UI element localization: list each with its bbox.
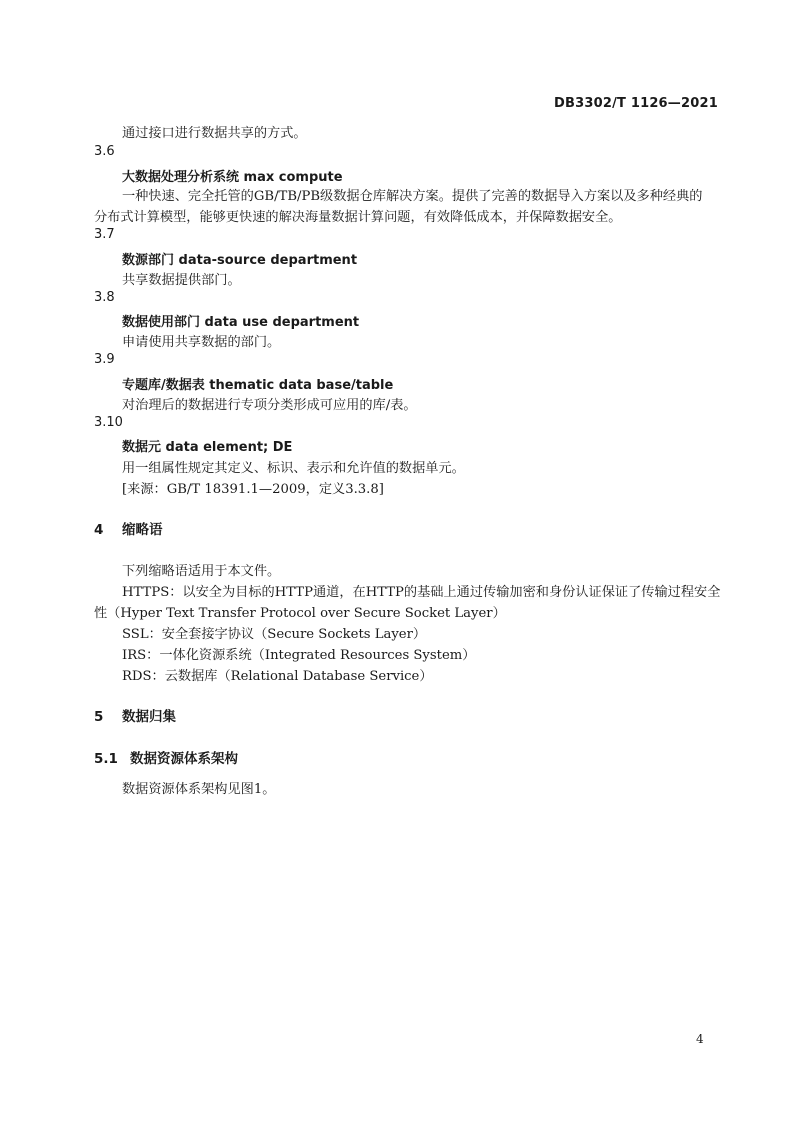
section-heading <box>94 705 176 725</box>
term-number: 3.6 <box>94 144 115 159</box>
subsection-text: 数据资源体系架构见图1。 <box>122 782 276 797</box>
section-heading <box>94 518 163 538</box>
term-title: 专题库/数据表 thematic data base/table <box>122 378 394 393</box>
section-intro: 下列缩略语适用于本文件。 <box>122 564 281 579</box>
term-number: 3.8 <box>94 290 115 305</box>
abbreviation-https: HTTPS：以安全为目标的HTTP通道，在HTTP的基础上通过传输加密和身份认证保证了传输过程安全 <box>122 585 721 600</box>
page-number: 4 <box>696 1032 704 1046</box>
abbreviation-ssl: SSL：安全套接字协议（Secure Sockets Layer） <box>122 627 427 642</box>
term-source: [来源：GB/T 18391.1—2009，定义3.3.8] <box>122 482 384 497</box>
term-title: 数据元 data element; DE <box>122 440 293 455</box>
term-definition: 一种快速、完全托管的GB/TB/PB级数据仓库解决方案。提供了完善的数据导入方案以及多种经典的 <box>122 189 703 204</box>
term-title: 大数据处理分析系统 max compute <box>122 170 343 185</box>
section-number: 5 <box>94 709 104 725</box>
term-number: 3.10 <box>94 415 123 430</box>
section-number: 4 <box>94 522 104 538</box>
standard-code: DB3302/T 1126—2021 <box>554 96 718 111</box>
abbreviation-https-continued: 性（Hyper Text Transfer Protocol over Secure Socket Layer） <box>94 606 506 621</box>
term-title: 数源部门 data-source department <box>122 253 358 268</box>
term-number: 3.7 <box>94 227 115 242</box>
term-definition: 用一组属性规定其定义、标识、表示和允许值的数据单元。 <box>122 461 465 476</box>
term-definition: 对治理后的数据进行专项分类形成可应用的库/表。 <box>122 398 417 413</box>
subsection-title: 数据资源体系架构 <box>130 751 238 767</box>
abbreviation-rds: RDS：云数据库（Relational Database Service） <box>122 669 433 684</box>
subsection-number: 5.1 <box>94 751 118 767</box>
term-definition-continued: 分布式计算模型，能够更快速的解决海量数据计算问题，有效降低成本，并保障数据安全。 <box>94 210 622 225</box>
intro-fragment: 通过接口进行数据共享的方式。 <box>122 126 307 141</box>
term-definition: 共享数据提供部门。 <box>122 273 241 288</box>
term-definition: 申请使用共享数据的部门。 <box>122 335 281 350</box>
section-title: 数据归集 <box>122 709 176 725</box>
term-number: 3.9 <box>94 352 115 367</box>
abbreviation-irs: IRS：一体化资源系统（Integrated Resources System） <box>122 648 476 663</box>
term-title: 数据使用部门 data use department <box>122 315 360 330</box>
section-title: 缩略语 <box>122 522 163 538</box>
subsection-heading <box>94 747 238 767</box>
